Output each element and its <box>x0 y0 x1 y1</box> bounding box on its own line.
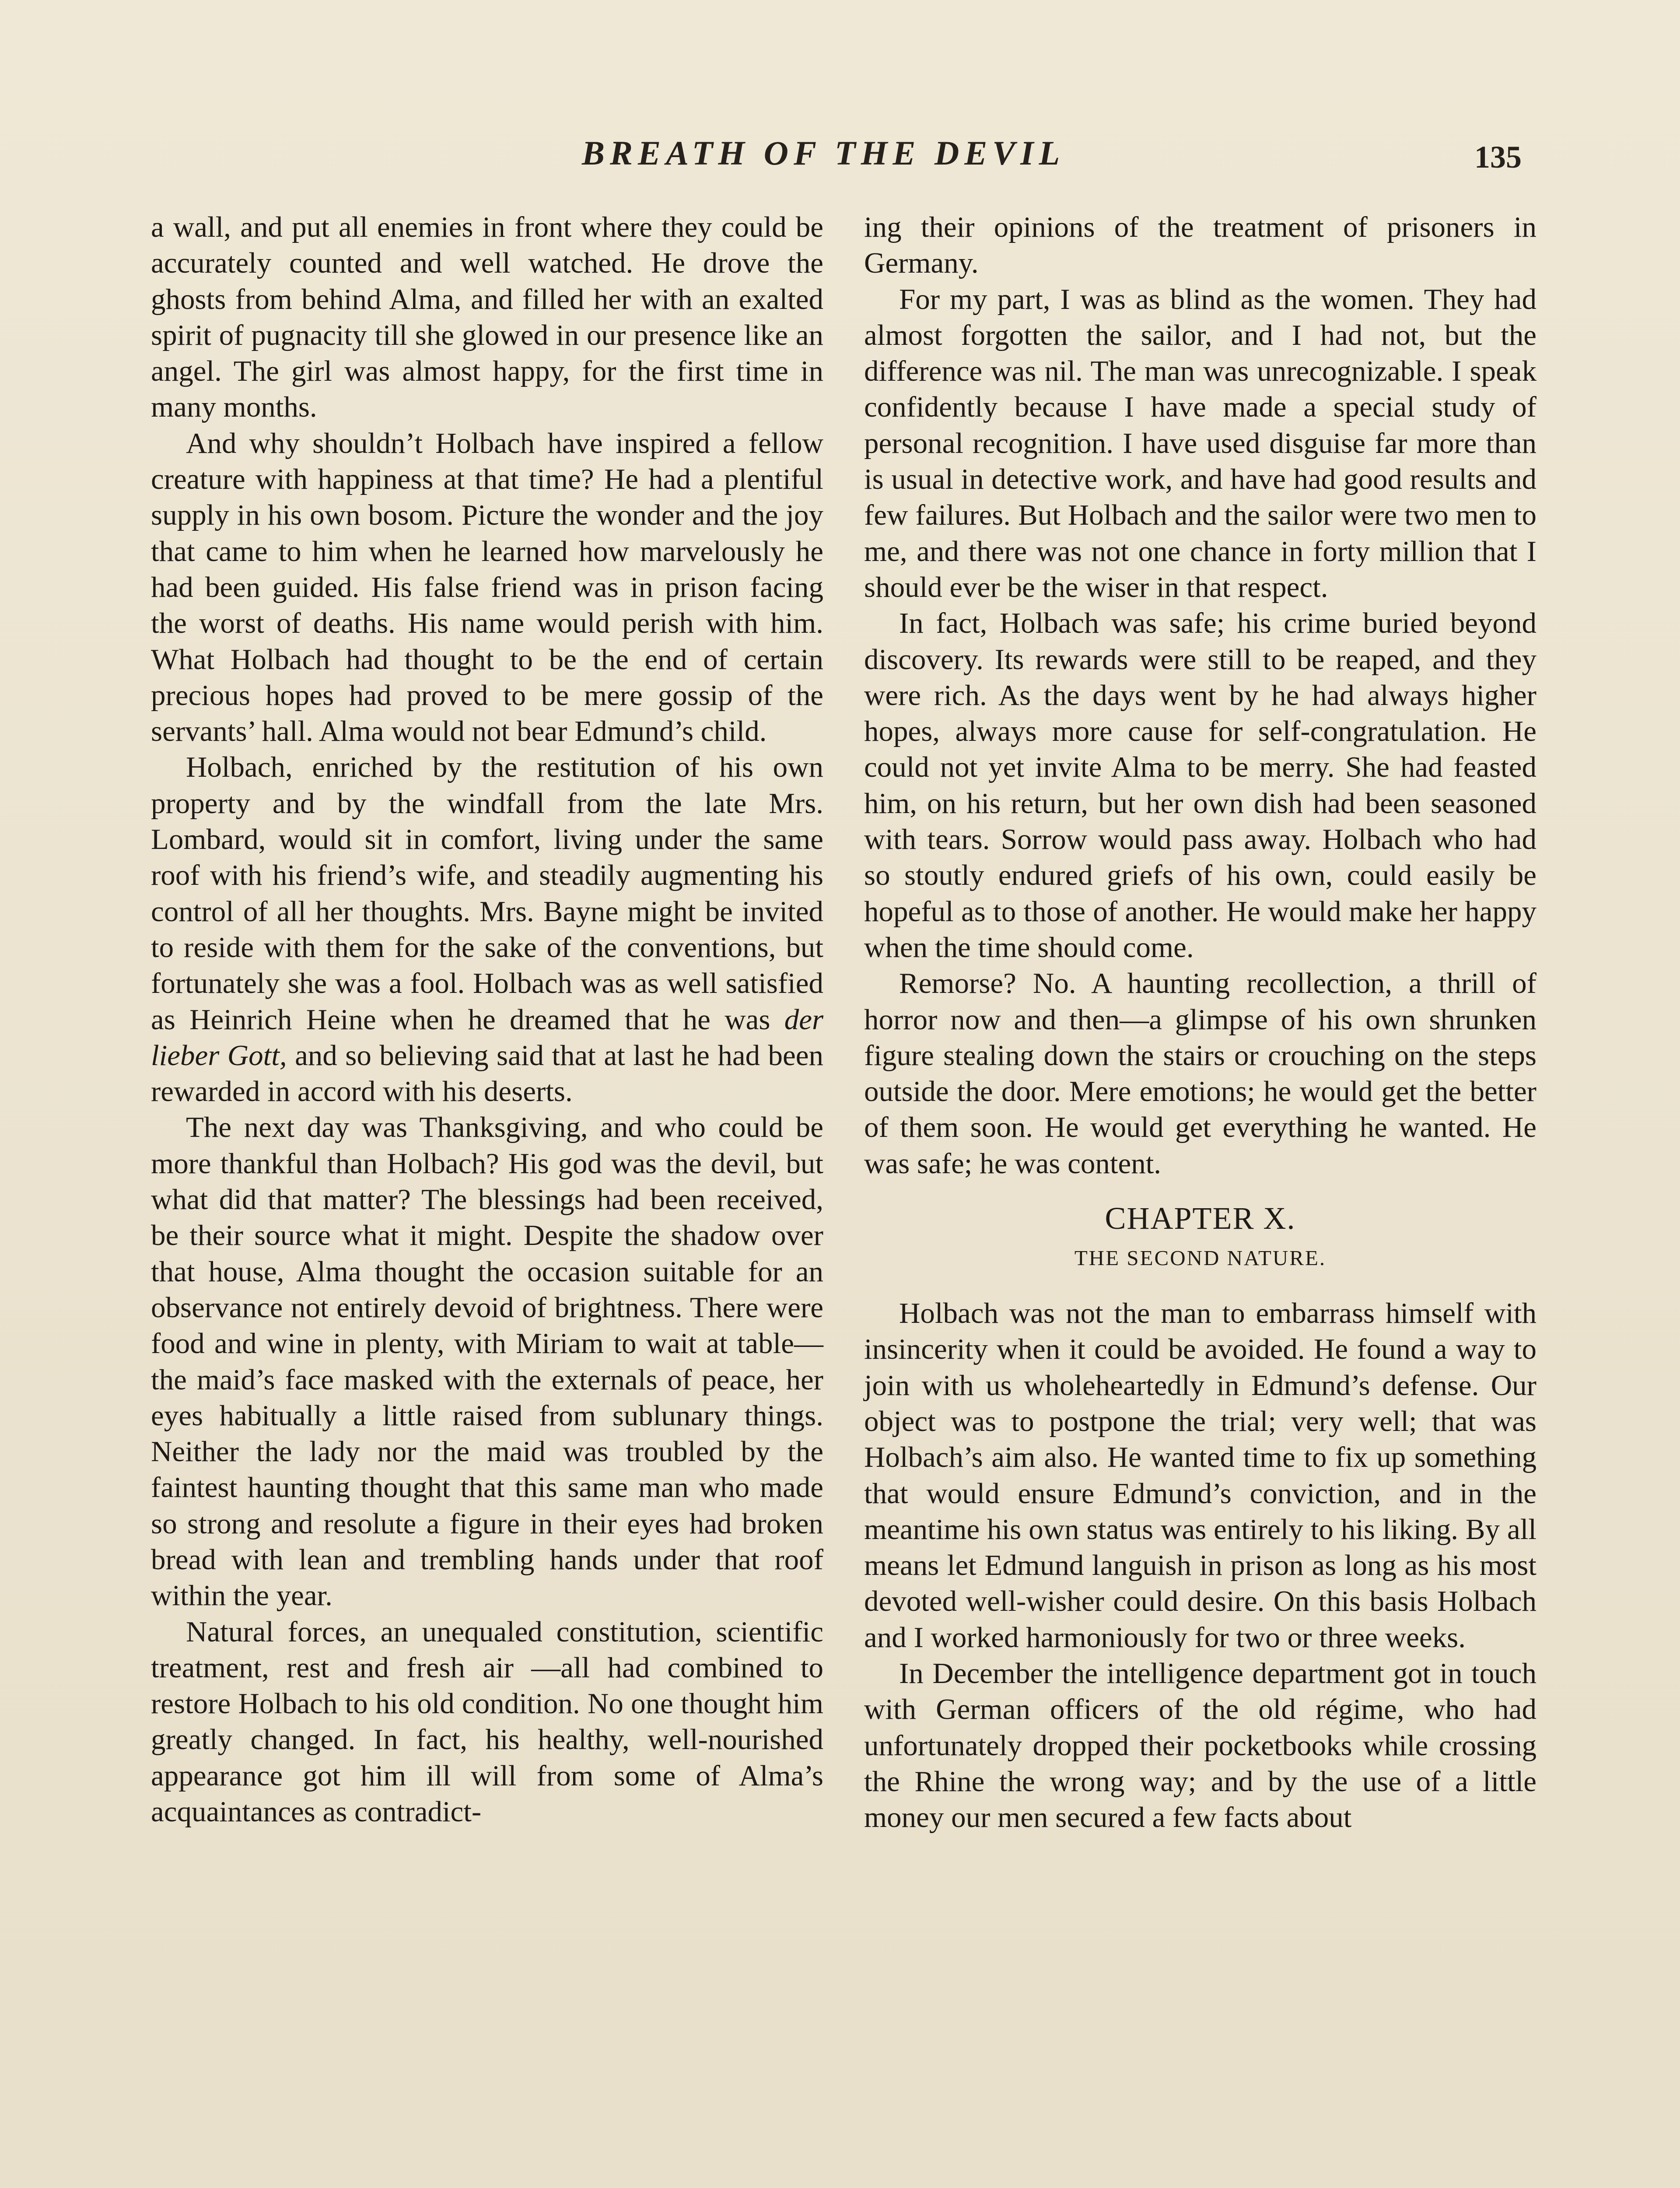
paragraph: Natural forces, an unequaled constitution, scientific treatment, rest and fresh air —all had combined to restore Holbach to his old condition. No one thought him greatly changed. In fact, his healthy, well-nourished appearance got him ill will from some of Alma’s acquaintances as contradict- <box>151 1615 823 1828</box>
paragraph: For my part, I was as blind as the women. They had almost forgotten the sailor, and I had not, but the difference was nil. The man was unrecognizable. I speak confidently because I have made a special study of personal recognition. I have used disguise far more than is usual in detective work, and have had good results and few failures. But Holbach and the sailor were two men to me, and there was not one chance in forty million that I should ever be the wiser in that respect. <box>864 283 1536 603</box>
paragraph: In fact, Holbach was safe; his crime buried beyond discovery. Its rewards were still to be reaped, and they were rich. As the days went by he had always higher hopes, always more cause for self-congratulation. He could not yet invite Alma to be merry. She had feasted him, on his return, but her own dish had been seasoned with tears. Sorrow would pass away. Holbach who had so stoutly endured griefs of his own, could easily be hopeful as to those of another. He would make her happy when the time should come. <box>864 607 1536 964</box>
italic-phrase: der lieber Gott, <box>151 1003 824 1072</box>
paragraph-text: Holbach, enriched by the restitution of his own property and by the windfall from the late Mrs. Lombard, would sit in comfort, living under the same roof with his friend’s wife, and steadily augmenting his control of all her thoughts. Mrs. Bayne might be invited to reside with them for the sake of the conventions, but fortunately she was a fool. Holbach was as well satisfied as Heinrich Heine when he dreamed that he was <box>151 751 823 1036</box>
paragraph: a wall, and put all enemies in front where they could be accurately counted and well watched. He drove the ghosts from behind Alma, and filled her with an exalted spirit of pugnacity till she glowed in our presence like an angel. The girl was almost happy, for the first time in many months. <box>151 211 823 424</box>
paragraph: And why shouldn’t Holbach have inspired a fellow creature with happiness at that time? He had a plentiful supply in his own bosom. Picture the wonder and the joy that came to him when he learned how marvelously he had been guided. His false friend was in prison facing the worst of deaths. His name would perish with him. What Holbach had thought to be the end of certain precious hopes had proved to be mere gossip of the servants’ hall. Alma would not bear Edmund’s child. <box>151 427 823 748</box>
page-number: 135 <box>1474 140 1522 175</box>
paragraph: The next day was Thanksgiving, and who could be more thankful than Holbach? His god was the devil, but what did that matter? The blessings had been received, be their source what it might. Despite the shadow over that house, Alma thought the occasion suitable for an observance not entirely devoid of brightness. There were food and wine in plenty, with Miriam to wait at table—the maid’s face masked with the externals of peace, her eyes habitually a little raised from sublunary things. Neither the lady nor the maid was troubled by the faintest haunting thought that this same man who made so strong and resolute a figure in their eyes had broken bread with lean and trembling hands under that roof within the year. <box>151 1111 823 1612</box>
paragraph <box>151 749 823 1109</box>
paragraph: Remorse? No. A haunting recollection, a thrill of horror now and then—a glimpse of his own shrunken figure stealing down the stairs or crouching on the steps outside the door. Mere emotions; he would get the better of them soon. He would get everything he wanted. He was safe; he was content. <box>864 967 1536 1180</box>
chapter-subtitle: THE SECOND NATURE. <box>1074 1246 1326 1270</box>
paragraph: ing their opinions of the treatment of prisoners in Germany. <box>864 211 1536 280</box>
left-column <box>151 209 823 1830</box>
running-title: BREATH OF THE DEVIL <box>582 134 1065 172</box>
chapter-title: CHAPTER X. <box>1105 1201 1296 1236</box>
paragraph: In December the intelligence department got in touch with German officers of the old régime, who had unfortunately dropped their pocketbooks while crossing the Rhine the wrong way; and by the use of a little money our men secured a few facts about <box>864 1657 1536 1834</box>
paragraph: Holbach was not the man to embarrass himself with insincerity when it could be avoided. He found a way to join with us wholeheartedly in Edmund’s defense. Our object was to postpone the trial; very well; that was Holbach’s aim also. He wanted time to fix up something that would ensure Edmund’s conviction, and in the meantime his own status was entirely to his liking. By all means let Edmund languish in prison as long as his most devoted well-wisher could desire. On this basis Holbach and I worked harmoniously for two or three weeks. <box>864 1297 1536 1654</box>
paragraph-text: and so believing said that at last he had been rewarded in accord with his deserts. <box>151 1039 823 1108</box>
right-column <box>864 209 1536 1835</box>
